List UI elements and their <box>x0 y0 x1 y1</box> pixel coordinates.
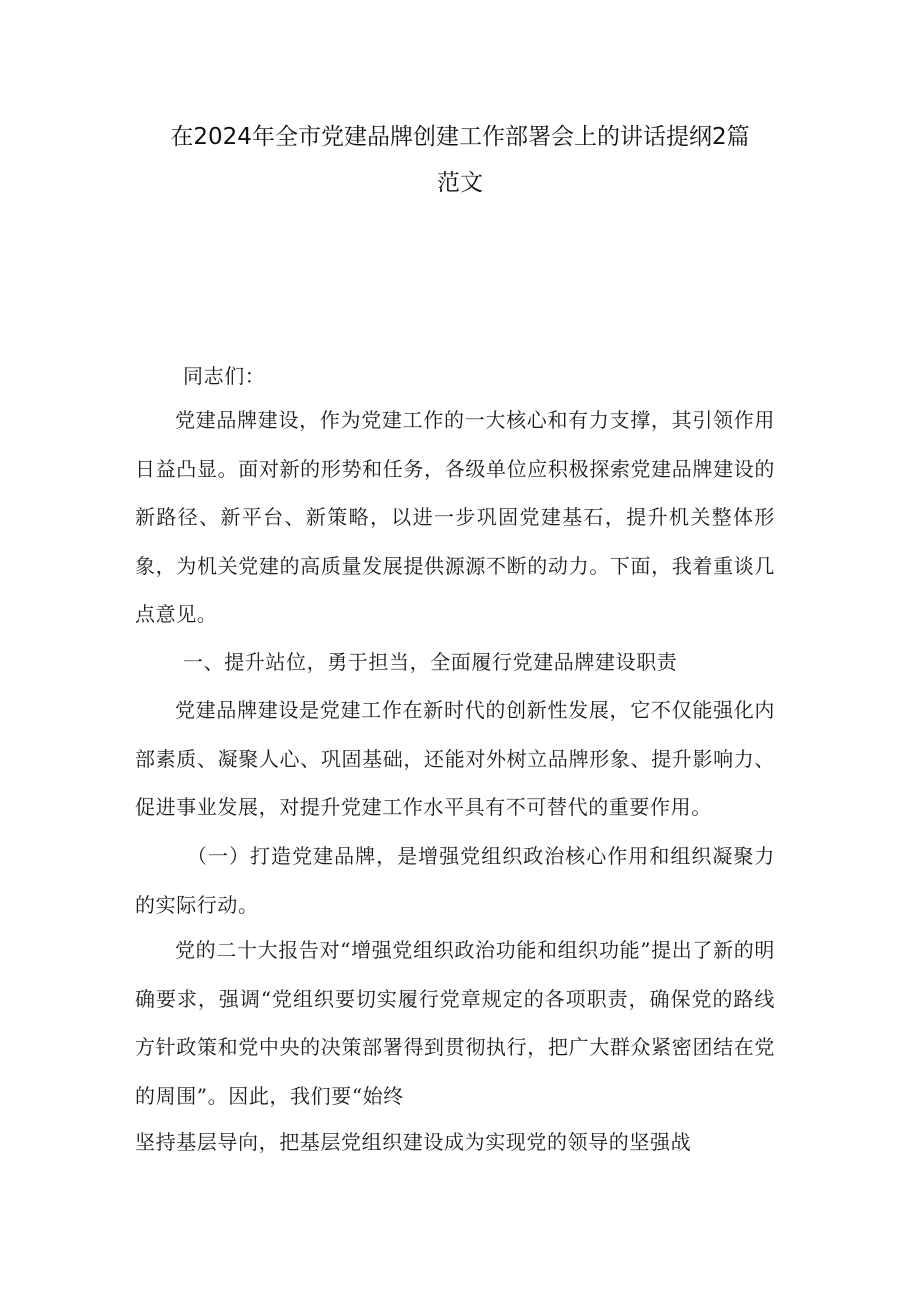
paragraph-subsection-1: 党的二十大报告对“增强党组织政治功能和组织功能”提出了新的明确要求，强调“党组织要切实履行党章规定的各项职责，确保党的路线方针政策和党中央的决策部署得到贯彻执行，把广大群众紧密团结在党的周围”。因此，我们要“始终 <box>135 938 775 1108</box>
paragraph-subsection-1-tail: 坚持基层导向，把基层党组织建设成为实现党的领导的坚强战 <box>135 1130 692 1154</box>
document-title-line-1: 在2024年全市党建品牌创建工作部署会上的讲话提纲2篇 <box>170 124 750 150</box>
document-title <box>130 114 790 206</box>
subsection-heading-1: （一）打造党建品牌，是增强党组织政治核心作用和组织凝聚力的实际行动。 <box>135 844 775 917</box>
document-title-line-2: 范文 <box>437 170 483 196</box>
greeting: 同志们： <box>183 364 266 388</box>
section-heading-1: 一、提升站位，勇于担当，全面履行党建品牌建设职责 <box>183 650 678 674</box>
paragraph-intro: 党建品牌建设，作为党建工作的一大核心和有力支撑，其引领作用日益凸显。面对新的形势和任务，各级单位应积极探索党建品牌建设的新路径、新平台、新策略，以进一步巩固党建基石，提升机关整体形象，为机关党建的高质量发展提供源源不断的动力。下面，我着重谈几点意见。 <box>135 408 775 626</box>
paragraph-section-1: 党建品牌建设是党建工作在新时代的创新性发展，它不仅能强化内部素质、凝聚人心、巩固基础，还能对外树立品牌形象、提升影响力、促进事业发展，对提升党建工作水平具有不可替代的重要作用。 <box>135 698 775 819</box>
